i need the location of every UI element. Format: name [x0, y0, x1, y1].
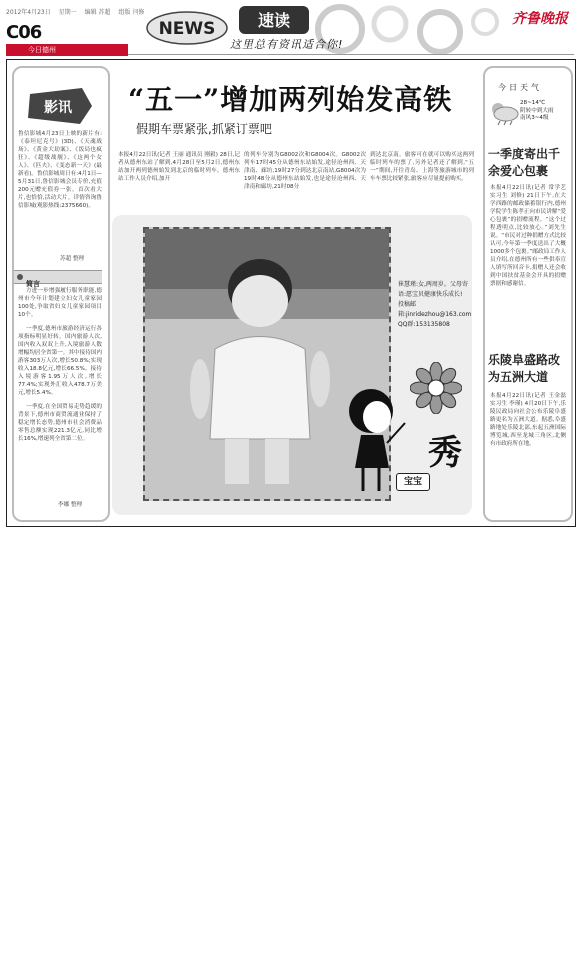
- article-column-2: 的列车分别为G8002次和G8004次。G8002次列车17时45分从德州东站始发,途径沧州西、天津南、廊坊,19时27分到达北京南站,G8004次为19时48分从德州东站始发,也是途径沧州西、天津南和廊坊,21时08分: [244, 152, 366, 190]
- bullet-icon: [17, 274, 23, 280]
- briefs-list: [18, 287, 102, 449]
- column-logo: [238, 5, 310, 35]
- film-badge-text: 影讯: [44, 100, 72, 116]
- section-bar: [6, 44, 128, 56]
- weather-wind: 南风3~4级: [520, 115, 549, 121]
- right-sidebar: [483, 66, 573, 522]
- article-column-1: 本报4月22日讯(记者 王丽 通讯员 刚毅) 28日,记者从德州东站了解到,4月28日至5月2日,德州东站加开两列德州始发到北京的临时列车。德州东站工作人员介绍,加开: [118, 152, 240, 182]
- main-subhead: 假期车票紧张,抓紧订票吧: [136, 122, 272, 136]
- weather-temperature: 28~14℃: [520, 100, 546, 106]
- briefs-signature: 李娜 整理: [58, 502, 83, 508]
- baby-show-title: 秀: [428, 433, 462, 473]
- weather-title: 今日天气: [498, 83, 542, 92]
- baby-show-tag: 宝宝: [396, 473, 430, 491]
- weather-details: [520, 100, 554, 123]
- issue-editor: 编辑 苏超: [84, 9, 111, 16]
- page-code: C06: [6, 22, 42, 43]
- issue-weekday: 星期一: [58, 9, 77, 16]
- briefs-title: 简言: [26, 280, 40, 288]
- section-title: 今日德州: [28, 46, 56, 54]
- newspaper-brand: 齐鲁晚报: [512, 11, 568, 27]
- flower-icon: [410, 362, 462, 414]
- cloudy-rain-icon: [488, 100, 520, 126]
- header-meta: [6, 7, 150, 16]
- brief-item: 方进一步增强履行服务职能,德州市今年计划建立妇女儿童家园100处,争取省妇女儿童家园项目10个。: [18, 288, 102, 318]
- news-logo-text: NEWS: [158, 19, 216, 39]
- column-logo-text: 速读: [257, 11, 291, 30]
- header-divider: [128, 54, 574, 55]
- story2-headline: 乐陵阜盛路改为五洲大道: [488, 353, 561, 384]
- briefs-header: [14, 270, 102, 288]
- brief-item: 一季度,德州市旅游经济运行各项指标明显好转。国内旅游人次,国内收入双双上升,入境旅游人数增幅均居全省第一。其中接待国内游客303万人次,增长50.8%;实现收入18.8亿元,增长66.5%。接待入境游客1.95万人次,增长77.4%;实现外汇收入478.7万美元,增长5.4%。: [18, 326, 102, 396]
- weather-description: 阴转中到大雨: [520, 107, 554, 114]
- news-logo: [145, 8, 230, 46]
- story2-body: 本报4月22日讯(记者 王金磊 实习生 李瑾) 4月20日下午,乐陵民政局向社会公布乐陵阜盛路更名为五洲大道。据悉,阜盛路地处乐陵北部,东起五洲国际博览城,西至龙城三角区,北侧有市政府所在地。: [490, 393, 566, 447]
- film-signature: 苏超 整理: [60, 256, 85, 262]
- film-badge: [20, 84, 96, 128]
- article-column-3: 到达北京南。旅客可在就可以购买这两列临时列车的票了,另外记者还了解到,“五一”期间,开往青岛、上海等旅游城市的列车车票比较紧张,旅客应尽量提前购买。: [370, 152, 474, 182]
- film-listing: 鲁信影城4月23日上映的新片有:《泰坦尼克号》(3D)、《天魂战场》、《黄金大劫案》、《饭局也疯狂》、《超级战舰》、《这两个女人》、《匹夫》、《变态新一天》(最新看)。鲁信影城周日有:4月1日—5月31日,鲁信影城会员专价,充值200元赠充值券一张。首次看大片,也恰恰,活动大片。详情咨询鲁信影城(观影热线:2375660)。: [18, 131, 102, 209]
- photo-caption: 崔慧瑾:女,两周岁。父母寄语:愿宝贝健康快乐成长!投稿邮箱:jinridezhou@163.com QQ群:153135808: [398, 281, 472, 328]
- main-headline: “五一”增加两列始发高铁: [128, 83, 453, 116]
- brief-item: 一季度,在全国贸易走势趋缓的背景下,德州市商贸流通业保持了稳定增长态势,德州市社会消费品零售总额实现221.3亿元,同比增长16%,增速列全省第二位。: [18, 404, 102, 442]
- issue-designer: 组版 闫修: [118, 9, 145, 16]
- story1-headline: 一季度寄出千余爱心包裹: [488, 147, 561, 178]
- story1-body: 本报4月22日讯(记者 常学艺 实习生 刘修) 21日下午,在大学西路的邮政储蓄银行内,德州学院学生陈孝正向市民讲解“爱心包裹”的捐赠流程。“这个过程透明点,比较放心。”刘先生说。“市民对过种捐赠方式比较认可,今年第一季度送出了大概1000多个包裹。”邮政局工作人员介绍,在德州所有一些供奉宣人填写所回音卡,捐赠人还会收到中国扶贫基金会开具的捐赠票据和感谢信。: [490, 185, 566, 287]
- column-slogan: 这里总有资讯适合你!: [230, 38, 344, 51]
- issue-date: 2012年4月23日: [6, 9, 51, 16]
